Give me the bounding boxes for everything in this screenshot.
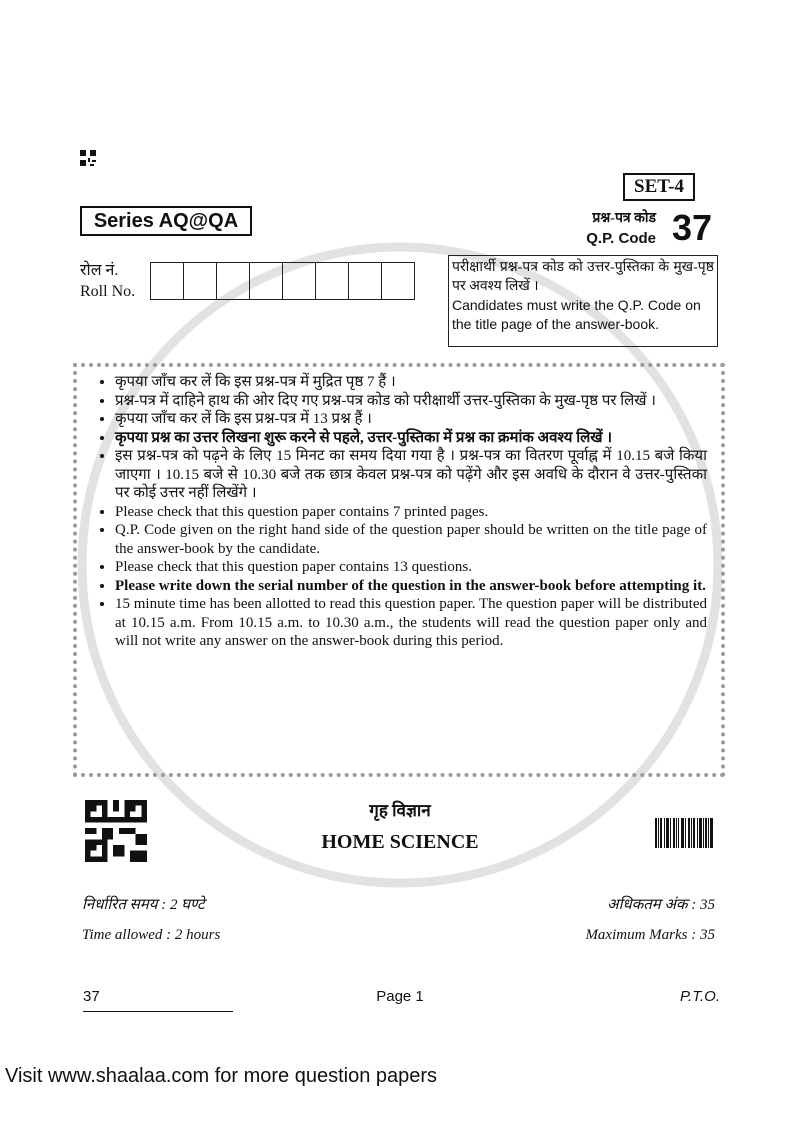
footer-divider bbox=[83, 1011, 233, 1012]
roll-no-cell bbox=[316, 263, 349, 299]
max-marks-hi: अधिकतम अंक : 35 bbox=[607, 897, 715, 913]
qp-code-note-en: Candidates must write the Q.P. Code on the title page of the answer-book. bbox=[452, 297, 701, 332]
instruction-item: • कृपया जाँच कर लें कि इस प्रश्न-पत्र में मुद्रित पृष्ठ 7 हैं । bbox=[115, 373, 707, 392]
qr-code bbox=[83, 800, 149, 862]
max-marks-en: Maximum Marks : 35 bbox=[585, 927, 715, 943]
time-allowed-hi: निर्धारित समय : 2 घण्टे bbox=[82, 897, 205, 913]
roll-no-cell bbox=[151, 263, 184, 299]
instruction-item: • Q.P. Code given on the right hand side of the question paper should be written on the title page of the answer-book by the candidate. bbox=[115, 521, 707, 558]
subject-title-en: HOME SCIENCE bbox=[321, 831, 479, 853]
instructions-box bbox=[73, 363, 725, 777]
instruction-item: • 15 minute time has been allotted to read this question paper. The question paper will be distributed at 10.15 a.m. From 10.15 a.m. to 10.30 a.m., the students will read the question paper only and will not write any answer on the answer-book during this period. bbox=[115, 595, 707, 651]
roll-no-cell bbox=[250, 263, 283, 299]
roll-no-cell bbox=[283, 263, 316, 299]
time-allowed-en: Time allowed : 2 hours bbox=[82, 927, 221, 943]
roll-no-label-hi: रोल नं. bbox=[80, 262, 119, 279]
barcode bbox=[655, 818, 713, 848]
roll-no-cell bbox=[184, 263, 217, 299]
qp-code-value: 37 bbox=[672, 207, 713, 248]
visit-link[interactable]: Visit www.shaalaa.com for more question papers bbox=[5, 1065, 438, 1087]
footer-code: 37 bbox=[83, 988, 100, 1005]
qp-code-note-hi: परीक्षार्थी प्रश्न-पत्र कोड को उत्तर-पुस्तिका के मुख-पृष्ठ पर अवश्य लिखें । bbox=[452, 260, 714, 294]
page-number: Page 1 bbox=[376, 988, 424, 1005]
qr-code-small bbox=[80, 150, 96, 166]
series-label: Series AQ@QA bbox=[80, 206, 252, 236]
pto-label: P.T.O. bbox=[679, 988, 720, 1005]
roll-no-cell bbox=[349, 263, 382, 299]
qp-code-note-box bbox=[448, 255, 718, 347]
subject-title-hi: गृह विज्ञान bbox=[369, 801, 431, 820]
instruction-item: • Please write down the serial number of the question in the answer-book before attempting it. bbox=[115, 577, 707, 596]
qp-code-label-en: Q.P. Code bbox=[586, 230, 656, 247]
roll-no-boxes bbox=[150, 262, 415, 300]
instruction-item: • कृपया जाँच कर लें कि इस प्रश्न-पत्र में 13 प्रश्न हैं । bbox=[115, 410, 707, 429]
instruction-item: • इस प्रश्न-पत्र को पढ़ने के लिए 15 मिनट का समय दिया गया है । प्रश्न-पत्र का वितरण पूर्वाह्न में 10.15 बजे किया जाएगा । 10.15 बजे से 10.30 बजे तक छात्र केवल प्रश्न-पत्र को पढ़ेंगे और इस अवधि के दौरान वे उत्तर-पुस्तिका पर कोई उत्तर नहीं लिखेंगे । bbox=[115, 447, 707, 503]
roll-no-label-en: Roll No. bbox=[80, 283, 136, 300]
roll-no-cell bbox=[217, 263, 250, 299]
instruction-item: • प्रश्न-पत्र में दाहिने हाथ की ओर दिए गए प्रश्न-पत्र कोड को परीक्षार्थी उत्तर-पुस्तिका के मुख-पृष्ठ पर लिखें । bbox=[115, 392, 707, 411]
roll-no-cell bbox=[382, 263, 414, 299]
qp-code-label-hi: प्रश्न-पत्र कोड bbox=[592, 211, 656, 226]
instruction-item: • Please check that this question paper contains 13 questions. bbox=[115, 558, 707, 577]
instruction-item: • कृपया प्रश्न का उत्तर लिखना शुरू करने से पहले, उत्तर-पुस्तिका में प्रश्न का क्रमांक अवश्य लिखें । bbox=[115, 429, 707, 448]
instruction-item: • Please check that this question paper contains 7 printed pages. bbox=[115, 503, 707, 522]
set-label: SET-4 bbox=[623, 173, 695, 201]
